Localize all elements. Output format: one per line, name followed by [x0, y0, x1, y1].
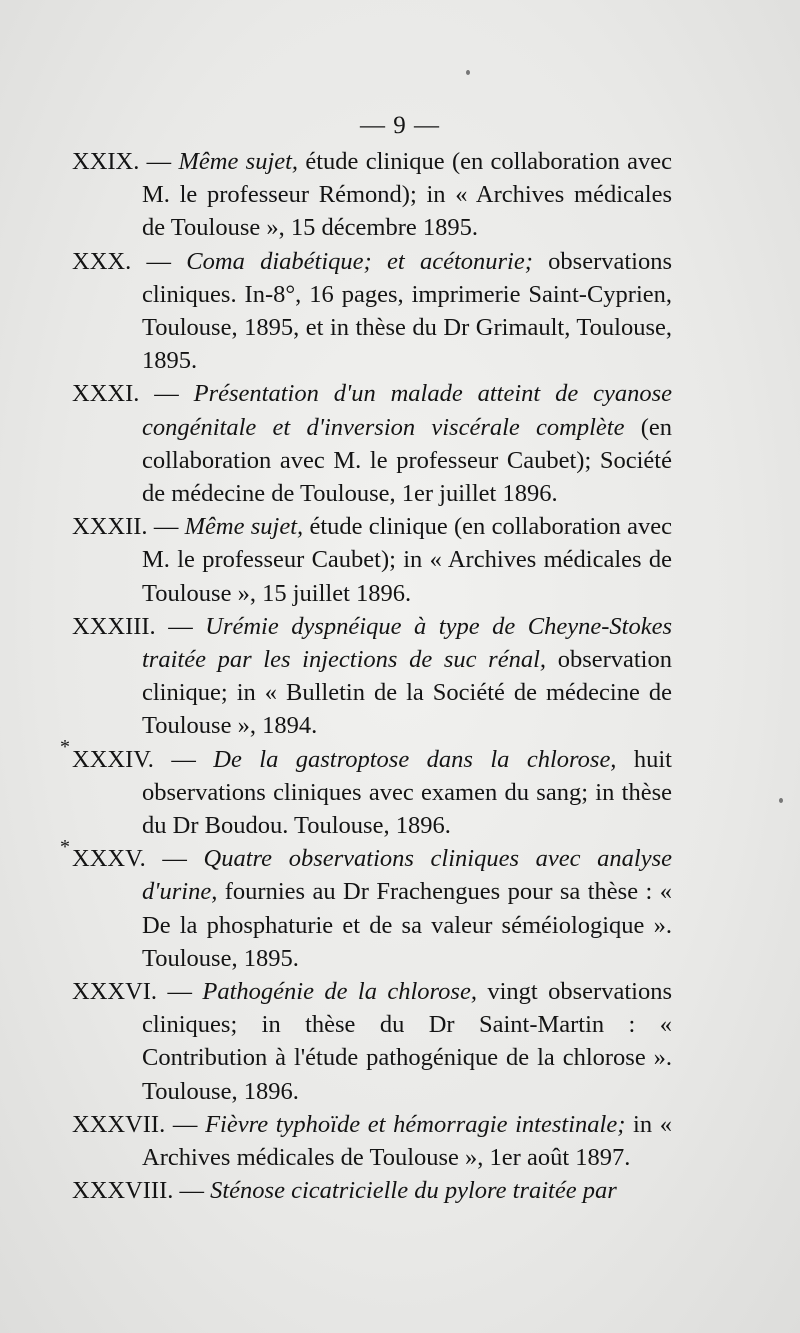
- entry-details: fournies au Dr Frachengues pour sa thèse : « De la phosphaturie et de sa valeur séméiologique ». Toulouse, 1895.: [142, 878, 672, 972]
- entry-number: XXXV.: [72, 845, 146, 873]
- bibliography-entry: [72, 842, 672, 975]
- entry-number: XXXI.: [72, 380, 140, 408]
- entry-number: XXXIV.: [72, 745, 154, 773]
- entry-dash: —: [165, 1110, 206, 1138]
- asterisk-mark: *: [60, 736, 70, 758]
- entry-number: XXXVI.: [72, 978, 158, 1006]
- entry-title: Pathogénie de la chlorose,: [202, 978, 477, 1006]
- bibliography-entry: [72, 377, 672, 510]
- entry-title: Présentation d'un malade atteint de cyanose congénitale et d'inversion viscérale complète: [142, 380, 673, 441]
- entry-number: XXXII.: [72, 513, 148, 541]
- entry-dash: —: [157, 978, 203, 1006]
- entry-details: huit observations cliniques avec examen du sang; in thèse du Dr Boudou. Toulouse, 1896.: [142, 745, 672, 840]
- entry-title: Coma diabétique; et acétonurie;: [186, 247, 533, 275]
- entry-title: Même sujet,: [184, 513, 304, 541]
- entry-details: in « Archives médicales de Toulouse », 1er août 1897.: [142, 1110, 673, 1172]
- entry-details: vingt observations cliniques; in thèse du Dr Saint-Martin : « Contribution à l'étude pathogénique de la chlorose ». Toulouse, 1896.: [142, 978, 672, 1105]
- entry-number: XXXIII.: [72, 612, 156, 640]
- entry-number: XXX.: [72, 247, 132, 275]
- bibliography-entry: [72, 510, 672, 610]
- entry-details: observation clinique; in « Bulletin de la Société de médecine de Toulouse », 1894.: [142, 646, 672, 740]
- bibliography-entry: [72, 145, 672, 245]
- entry-title: Quatre observations cliniques avec analyse d'urine,: [142, 845, 673, 906]
- entry-title: Même sujet,: [178, 148, 299, 175]
- paper-speck: [466, 70, 470, 75]
- entry-title: De la gastroptose dans la chlorose,: [213, 745, 617, 773]
- bibliography-list: [72, 145, 672, 1208]
- bibliography-entry: [72, 1174, 672, 1207]
- entry-dash: —: [173, 1177, 211, 1205]
- entry-dash: —: [139, 380, 194, 408]
- entry-title: Urémie dyspnéique à type de Cheyne-Stokes traitée par les injections de suc rénal,: [142, 612, 672, 674]
- entry-dash: —: [153, 745, 214, 773]
- bibliography-entry: [72, 975, 672, 1108]
- paper-speck: [779, 798, 783, 803]
- entry-dash: —: [145, 845, 204, 873]
- entry-dash: —: [131, 247, 187, 275]
- entry-details: étude clinique (en collaboration avec M. le professeur Caubet); in « Archives médicales de Toulouse », 15 juillet 1896.: [142, 513, 673, 607]
- page-number: — 9 —: [360, 112, 440, 139]
- entry-details: (en collaboration avec M. le professeur Caubet); Société de médecine de Toulouse, 1er juillet 1896.: [142, 413, 672, 508]
- entry-dash: —: [139, 148, 179, 175]
- entry-dash: —: [155, 612, 206, 640]
- entry-number: XXIX.: [72, 148, 140, 175]
- bibliography-entry: [72, 610, 672, 743]
- bibliography-entry: [72, 743, 672, 843]
- entry-title: Fièvre typhoïde et hémorragie intestinale;: [205, 1110, 626, 1138]
- entry-details: observations cliniques. In-8°, 16 pages, imprimerie Saint-Cyprien, Toulouse, 1895, et in thèse du Dr Grimault, Toulouse, 1895.: [142, 247, 672, 375]
- bibliography-entry: [72, 1108, 672, 1174]
- entry-number: XXXVII.: [72, 1110, 166, 1138]
- asterisk-mark: *: [60, 836, 70, 858]
- entry-details: étude clinique (en collaboration avec M. le professeur Rémond); in « Archives médicales de Toulouse », 15 décembre 1895.: [142, 148, 673, 242]
- entry-title: Sténose cicatricielle du pylore traitée par: [210, 1177, 617, 1205]
- entry-number: XXXVIII.: [72, 1177, 174, 1205]
- entry-dash: —: [147, 513, 185, 541]
- bibliography-entry: [72, 245, 672, 378]
